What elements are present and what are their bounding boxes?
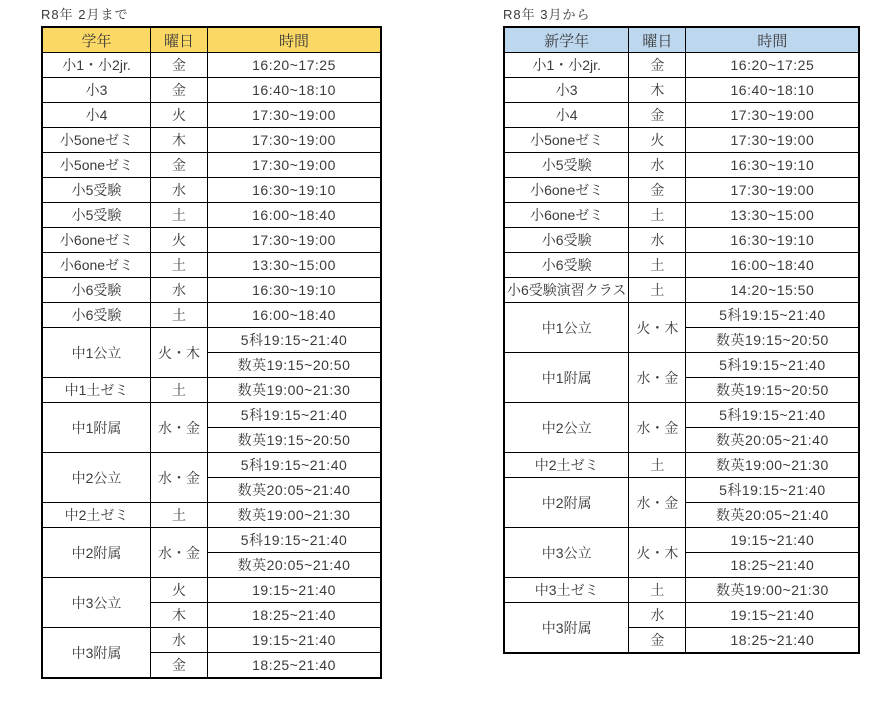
- time-cell: 5科19:15~21:40: [208, 453, 382, 478]
- grade-cell: 中3公立: [42, 578, 151, 628]
- time-cell: 5科19:15~21:40: [686, 303, 860, 328]
- grade-cell: 中1公立: [42, 328, 151, 378]
- time-cell: 16:40~18:10: [686, 78, 860, 103]
- grade-cell: 小3: [42, 78, 151, 103]
- day-cell: 土: [629, 578, 686, 603]
- grade-cell: 小1・小2jr.: [504, 53, 629, 78]
- grade-cell: 中1土ゼミ: [42, 378, 151, 403]
- grade-cell: 中1公立: [504, 303, 629, 353]
- time-cell: 数英19:15~20:50: [208, 353, 382, 378]
- table-row: [504, 178, 859, 203]
- time-cell: 数英20:05~21:40: [686, 503, 860, 528]
- day-cell: 火: [151, 103, 208, 128]
- time-cell: 16:30~19:10: [208, 278, 382, 303]
- table-row: [504, 578, 859, 603]
- table-row: [504, 453, 859, 478]
- grade-cell: 小6oneゼミ: [504, 178, 629, 203]
- day-cell: 金: [629, 53, 686, 78]
- day-cell: 水: [629, 153, 686, 178]
- day-cell: 水・金: [629, 478, 686, 528]
- time-cell: 5科19:15~21:40: [208, 328, 382, 353]
- time-cell: 16:00~18:40: [208, 303, 382, 328]
- time-cell: 14:20~15:50: [686, 278, 860, 303]
- day-cell: 木: [629, 78, 686, 103]
- grade-cell: 中3公立: [504, 528, 629, 578]
- table-row: [504, 53, 859, 78]
- grade-cell: 中2土ゼミ: [42, 503, 151, 528]
- time-cell: 5科19:15~21:40: [208, 528, 382, 553]
- table-row: [504, 403, 859, 428]
- grade-cell: 小6受験: [504, 228, 629, 253]
- table-row: [504, 528, 859, 553]
- table-row: [42, 278, 381, 303]
- time-cell: 19:15~21:40: [208, 578, 382, 603]
- table-row: [504, 478, 859, 503]
- table-row: [42, 178, 381, 203]
- time-cell: 13:30~15:00: [208, 253, 382, 278]
- table-row: [42, 253, 381, 278]
- grade-cell: 中2公立: [504, 403, 629, 453]
- day-cell: 金: [629, 628, 686, 654]
- header-cell: 学年: [42, 27, 151, 53]
- time-cell: 18:25~21:40: [686, 553, 860, 578]
- grade-cell: 小6oneゼミ: [42, 253, 151, 278]
- table-row: [42, 628, 381, 653]
- time-cell: 5科19:15~21:40: [686, 478, 860, 503]
- time-cell: 16:40~18:10: [208, 78, 382, 103]
- time-cell: 数英19:00~21:30: [208, 378, 382, 403]
- day-cell: 土: [629, 453, 686, 478]
- table-row: [42, 228, 381, 253]
- day-cell: 土: [629, 278, 686, 303]
- day-cell: 金: [151, 153, 208, 178]
- grade-cell: 中3附属: [504, 603, 629, 654]
- grade-cell: 中2公立: [42, 453, 151, 503]
- grade-cell: 中3附属: [42, 628, 151, 679]
- time-cell: 5科19:15~21:40: [208, 403, 382, 428]
- time-cell: 17:30~19:00: [208, 103, 382, 128]
- day-cell: 水: [151, 278, 208, 303]
- table-row: [504, 103, 859, 128]
- day-cell: 水・金: [629, 353, 686, 403]
- header-row: [42, 27, 381, 53]
- day-cell: 水: [151, 178, 208, 203]
- grade-cell: 小6受験: [504, 253, 629, 278]
- day-cell: 火: [629, 128, 686, 153]
- header-cell: 曜日: [151, 27, 208, 53]
- day-cell: 土: [151, 203, 208, 228]
- time-cell: 数英19:15~20:50: [686, 328, 860, 353]
- grade-cell: 小5oneゼミ: [504, 128, 629, 153]
- day-cell: 火: [151, 578, 208, 603]
- grade-cell: 小3: [504, 78, 629, 103]
- time-cell: 16:30~19:10: [208, 178, 382, 203]
- day-cell: 土: [151, 253, 208, 278]
- schedule-section-from-march: [503, 4, 860, 654]
- grade-cell: 小4: [42, 103, 151, 128]
- time-cell: 18:25~21:40: [208, 603, 382, 628]
- day-cell: 金: [151, 53, 208, 78]
- table-row: [42, 103, 381, 128]
- table-row: [42, 203, 381, 228]
- time-cell: 16:20~17:25: [686, 53, 860, 78]
- grade-cell: 小6oneゼミ: [42, 228, 151, 253]
- time-cell: 17:30~19:00: [686, 178, 860, 203]
- table-row: [504, 278, 859, 303]
- day-cell: 火・木: [629, 303, 686, 353]
- time-cell: 数英19:00~21:30: [686, 578, 860, 603]
- grade-cell: 小5受験: [42, 203, 151, 228]
- time-cell: 数英19:15~20:50: [686, 378, 860, 403]
- grade-cell: 中1附属: [504, 353, 629, 403]
- table-row: [504, 128, 859, 153]
- grade-cell: 中2土ゼミ: [504, 453, 629, 478]
- day-cell: 火・木: [629, 528, 686, 578]
- day-cell: 金: [629, 103, 686, 128]
- day-cell: 火・木: [151, 328, 208, 378]
- header-cell: 曜日: [629, 27, 686, 53]
- time-cell: 16:30~19:10: [686, 153, 860, 178]
- time-cell: 5科19:15~21:40: [686, 353, 860, 378]
- header-cell: 新学年: [504, 27, 629, 53]
- day-cell: 金: [151, 653, 208, 679]
- grade-cell: 中2附属: [42, 528, 151, 578]
- header-cell: 時間: [208, 27, 382, 53]
- day-cell: 火: [151, 228, 208, 253]
- header-row: [504, 27, 859, 53]
- table-row: [504, 303, 859, 328]
- day-cell: 水: [151, 628, 208, 653]
- day-cell: 木: [151, 603, 208, 628]
- time-cell: 16:00~18:40: [208, 203, 382, 228]
- table-row: [42, 578, 381, 603]
- grade-cell: 中3土ゼミ: [504, 578, 629, 603]
- time-cell: 16:20~17:25: [208, 53, 382, 78]
- time-cell: 17:30~19:00: [208, 153, 382, 178]
- grade-cell: 小4: [504, 103, 629, 128]
- time-cell: 19:15~21:40: [208, 628, 382, 653]
- day-cell: 水・金: [151, 453, 208, 503]
- day-cell: 水・金: [151, 403, 208, 453]
- table-row: [504, 203, 859, 228]
- table-row: [504, 253, 859, 278]
- grade-cell: 小1・小2jr.: [42, 53, 151, 78]
- table-row: [504, 353, 859, 378]
- schedule-table-from-march: [503, 26, 860, 654]
- grade-cell: 小5受験: [42, 178, 151, 203]
- day-cell: 水: [629, 603, 686, 628]
- table-row: [42, 128, 381, 153]
- day-cell: 土: [629, 203, 686, 228]
- grade-cell: 小5oneゼミ: [42, 153, 151, 178]
- time-cell: 16:30~19:10: [686, 228, 860, 253]
- table-row: [42, 303, 381, 328]
- day-cell: 土: [151, 503, 208, 528]
- time-cell: 16:00~18:40: [686, 253, 860, 278]
- time-cell: 17:30~19:00: [686, 103, 860, 128]
- day-cell: 木: [151, 128, 208, 153]
- table-row: [42, 503, 381, 528]
- day-cell: 水・金: [151, 528, 208, 578]
- table-title: R8年 3月から: [503, 7, 591, 22]
- table-row: [504, 78, 859, 103]
- grade-cell: 小6受験: [42, 303, 151, 328]
- day-cell: 土: [151, 378, 208, 403]
- day-cell: 金: [629, 178, 686, 203]
- day-cell: 土: [151, 303, 208, 328]
- time-cell: 18:25~21:40: [686, 628, 860, 654]
- table-row: [42, 528, 381, 553]
- time-cell: 17:30~19:00: [208, 228, 382, 253]
- time-cell: 数英19:00~21:30: [686, 453, 860, 478]
- table-row: [504, 228, 859, 253]
- day-cell: 金: [151, 78, 208, 103]
- grade-cell: 小6oneゼミ: [504, 203, 629, 228]
- day-cell: 水: [629, 228, 686, 253]
- table-title: R8年 2月まで: [41, 7, 129, 22]
- time-cell: 数英19:00~21:30: [208, 503, 382, 528]
- time-cell: 13:30~15:00: [686, 203, 860, 228]
- table-row: [42, 78, 381, 103]
- table-row: [42, 328, 381, 353]
- grade-cell: 中1附属: [42, 403, 151, 453]
- time-cell: 5科19:15~21:40: [686, 403, 860, 428]
- schedule-section-before-march: [41, 4, 382, 679]
- time-cell: 19:15~21:40: [686, 603, 860, 628]
- table-row: [504, 153, 859, 178]
- table-row: [42, 378, 381, 403]
- time-cell: 数英20:05~21:40: [208, 553, 382, 578]
- table-row: [42, 153, 381, 178]
- table-row: [504, 603, 859, 628]
- time-cell: 数英20:05~21:40: [686, 428, 860, 453]
- time-cell: 17:30~19:00: [686, 128, 860, 153]
- grade-cell: 中2附属: [504, 478, 629, 528]
- schedule-table-before-march: [41, 26, 382, 679]
- time-cell: 数英20:05~21:40: [208, 478, 382, 503]
- table-row: [42, 453, 381, 478]
- time-cell: 数英19:15~20:50: [208, 428, 382, 453]
- day-cell: 土: [629, 253, 686, 278]
- grade-cell: 小5受験: [504, 153, 629, 178]
- time-cell: 17:30~19:00: [208, 128, 382, 153]
- table-row: [42, 403, 381, 428]
- table-row: [42, 53, 381, 78]
- grade-cell: 小5oneゼミ: [42, 128, 151, 153]
- time-cell: 19:15~21:40: [686, 528, 860, 553]
- grade-cell: 小6受験演習クラス: [504, 278, 629, 303]
- header-cell: 時間: [686, 27, 860, 53]
- day-cell: 水・金: [629, 403, 686, 453]
- time-cell: 18:25~21:40: [208, 653, 382, 679]
- grade-cell: 小6受験: [42, 278, 151, 303]
